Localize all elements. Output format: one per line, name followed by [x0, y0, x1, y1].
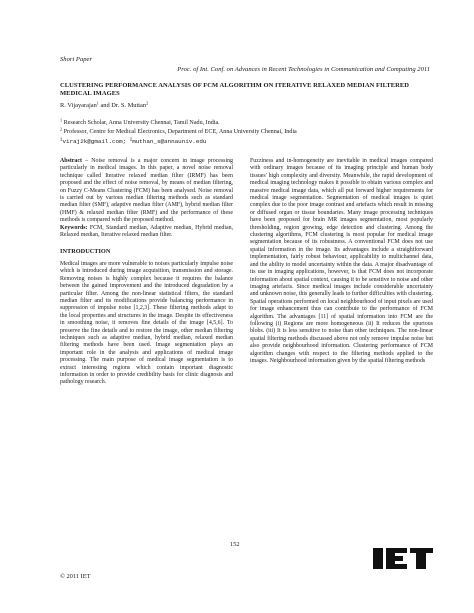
- author-2: and Dr. S. Muttan: [98, 102, 147, 109]
- affiliation-1-sup: 1: [60, 117, 63, 123]
- email-1-sup: 1: [60, 138, 63, 143]
- introduction-heading: INTRODUCTION: [60, 248, 111, 256]
- keywords-label: Keywords:: [60, 224, 88, 231]
- abstract: [60, 158, 233, 225]
- copyright: © 2011 IET: [60, 573, 91, 580]
- author-emails: [60, 138, 206, 145]
- introduction-left-text: Medical images are more vulnerable to noises particularly impulse noise which is introduced during image acquisition, transmission and storage. Removing noises is highly complex because it requires the balance between the gained improvement and the introduced degradation by a particular filter. Among the non-linear statistical filters, the standard median filter and its modifications provide balancing performance in suppression of impulse noise [1,2,3]. These filtering methods adapt to the local properties and structures in the image. Despite its effectiveness in smoothing noise, it removes fine details of the image [4,5,6]. To preserve the fine details and to restore the image, other median filtering techniques such as adaptive median, hybrid median, relaxed median filtering methods have been used. Image segmentation plays an important role in the analysis and applications of medical image processing. The main purpose of medical image segmentation is to extract interesting regions which contain important diagnostic information in order to provide credibility basis for clinic diagnosis and pathology research.: [60, 260, 233, 386]
- short-paper-label: Short Paper: [60, 56, 93, 63]
- author-1-sup: 1: [96, 100, 99, 106]
- keywords-text: FCM, Standard median, Adaptive median, Hybrid median, Relaxed median, Iterative relaxed median filter.: [60, 224, 233, 239]
- authors: [60, 102, 148, 109]
- email-2[interactable]: muthan_s@annauniv.edu: [132, 138, 207, 145]
- page-number: 152: [230, 541, 240, 548]
- affiliation-1: [60, 119, 360, 128]
- author-2-sup: 2: [146, 100, 149, 106]
- paper-title: CLUSTERING PERFORMANCE ANALYSIS OF FCM ALGORITHM ON ITERATIVE RELAXED MEDIAN FILTERED MEDICAL IMAGES: [60, 82, 410, 98]
- right-column: [250, 158, 433, 365]
- keywords: [60, 225, 233, 240]
- iet-logo: [372, 547, 434, 570]
- author-1: R. Vijayarajan: [60, 102, 97, 109]
- affiliation-2-sup: 2: [60, 126, 63, 132]
- affiliation-2-text: Professor, Centre for Medical Electronics, Department of ECE, Anna University Chennai, India: [62, 128, 297, 135]
- affiliations: [60, 119, 360, 137]
- abstract-label: Abstract: [60, 158, 82, 164]
- email-2-sup: 2: [129, 138, 133, 143]
- abstract-text: – Noise removal is a major concern in image processing particularly in medical images. In this paper, a novel noise removal technique called Iterative relaxed median filter (IRMF) has been proposed and the effect of noise removal, by means of median filtering, on Fuzzy C-Means Clustering (FCM) has been analysed. Noise removal is carried out by various median filtering methods such as standard median filter (SMF), adaptive median filter (AMF), hybrid median filter (HMF) & relaxed median filter (RMF) and the performance of these methods is compared with the proposed method.: [60, 158, 233, 224]
- introduction-right-text: Fuzziness and in-homogeneity are inevitable in medical images compared with ordinary images because of its imaging principle and human body tissues' high complexity and diversity. Meanwhile, the rapid development of medical imaging technology makes it possible to obtain various complex and massive medical image data, which all put forward higher requirements for medical image segmentation. Segmentation of medical images is quiet complex due to the poor image contrast and artefacts which result in missing or diffused organ or tissue boundaries. Many image processing techniques have been proposed for brain MR images segmentation, most popularly thresholding, region growing, edge detection and clustering. Among the clustering algorithms, FCM clustering is most popular for medical image segmentation because of its robustness. A conventional FCM does not use spatial information in the image. Its advantages include a straightforward implementation, fairly robust behaviour, applicability to multichannel data, and the ability to model uncertainty within the data. A major disadvantage of its use in imaging applications, however, is that FCM does not incorporate information about spatial context, causing it to be sensitive to noise and other imaging artefacts. Since medical images include considerable uncertainty and unknown noise, this generally leads to further difficulties with clustering. Spatial operations performed on local neighbourhood of input pixels are used for image enhancement thus can contribute to the performance of FCM algorithm. The advantages [11] of spatial information into FCM are the following (i) Regions are more homogeneous (ii) It reduces the spurious blobs. (iii) It is less sensitive to noise than other techniques. The non-linear spatial filtering methods discussed above not only remove impulse noise but also provide neighbourhood information. Clustering performance of FCM algorithm changes with respect to the filtering methods applied to the images. Neighbourhood information given by the spatial filtering methods: [250, 158, 433, 364]
- proceedings-header: Proc. of Int. Conf. on Advances in Recent Technologies in Communication and Computing 2011: [177, 66, 430, 73]
- email-1[interactable]: viraj2k@gmail.com;: [62, 138, 130, 145]
- affiliation-2: [60, 128, 360, 137]
- affiliation-1-text: Research Scholar, Anna University Chennai, Tamil Nadu, India.: [62, 120, 220, 126]
- left-column: [60, 158, 233, 387]
